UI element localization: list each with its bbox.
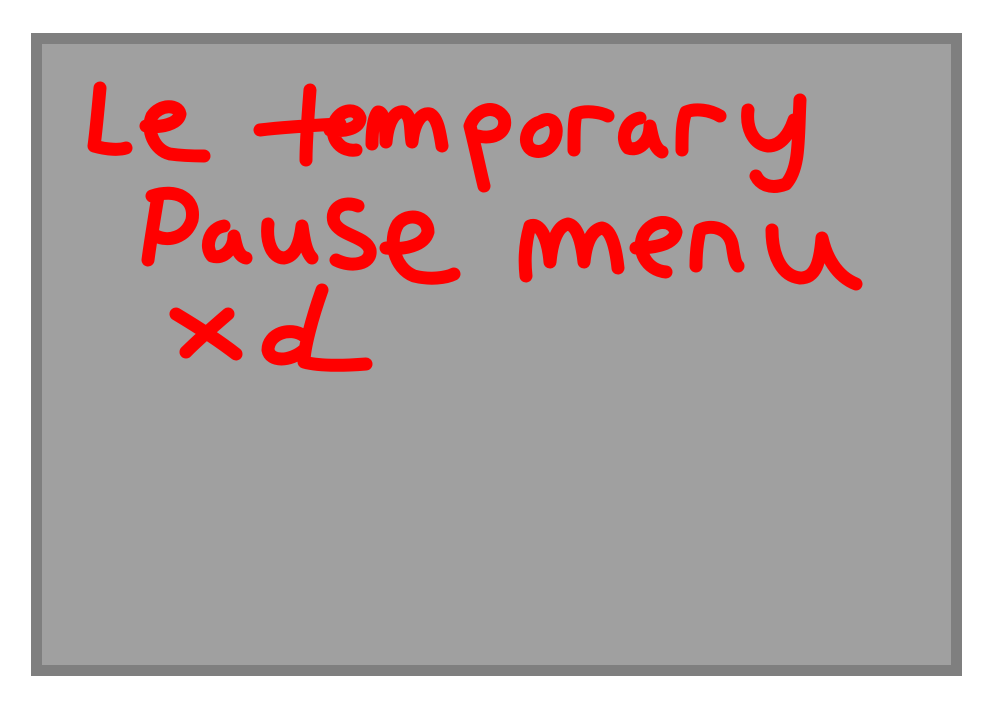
note-line-1	[0, 0, 1, 1]
note-line-3	[0, 0, 1, 1]
note-line-2	[0, 0, 1, 1]
pause-menu-panel	[31, 33, 962, 676]
